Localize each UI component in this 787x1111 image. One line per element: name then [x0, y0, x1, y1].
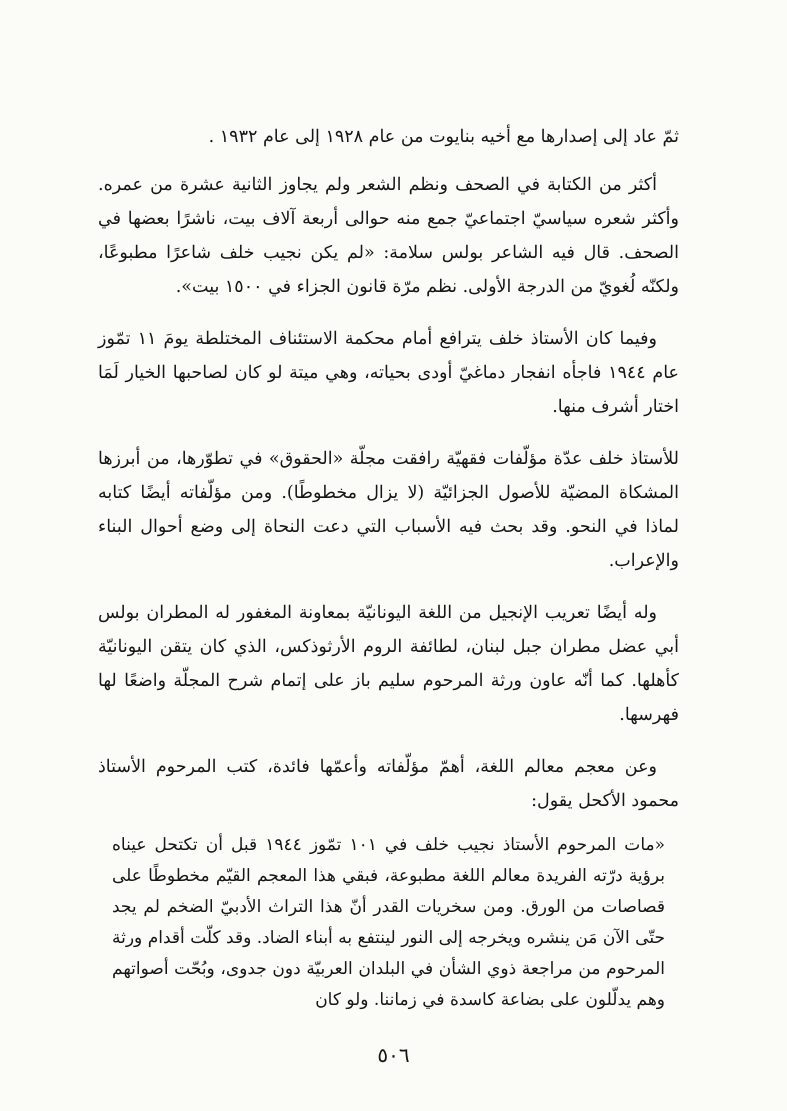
- page-number: ٥٠٦: [377, 1043, 410, 1067]
- paragraph-6: وعن معجم معالم اللغة، أهمّ مؤلّفاته وأعمّها فائدة، كتب المرحوم الأستاذ محمود الأكحل يقول:: [98, 757, 679, 811]
- paragraph-4: للأستاذ خلف عدّة مؤلّفات فقهيّة رافقت مجلّة «الحقوق» في تطوّرها، من أبرزها المشكاة المضيّة للأصول الجزائيّة (لا يزال مخطوطًا). ومن مؤلّفاته أيضًا كتابه لماذا في النحو. وقد بحث فيه الأسباب التي دعت النحاة إلى وضع أحوال البناء والإعراب.: [98, 449, 679, 571]
- block-quote: «مات المرحوم الأستاذ نجيب خلف في ١٠١ تمّوز ١٩٤٤ قبل أن تكتحل عيناه برؤية درّته الفريدة معالم اللغة مطبوعة، فبقي هذا المعجم القيّم مخطوطًا على قصاصات من الورق. ومن سخريات القدر أنّ هذا التراث الأدبيّ الضخم لم يجد حتّى الآن مَن ينشره ويخرجه إلى النور لينتفع به أبناء الضاد. وقد كلّت أقدام ورثة المرحوم من مراجعة ذوي الشأن في البلدان العربيّة دون جدوى، وبُحّت أصواتهم وهم يدلّلون على بضاعة كاسدة في زماننا. ولو كان: [112, 835, 666, 1010]
- paragraph-2: أكثر من الكتابة في الصحف ونظم الشعر ولم يجاوز الثانية عشرة من عمره. وأكثر شعره سياسيّ اجتماعيّ جمع منه حوالى أربعة آلاف بيت، ناشرًا بعضها في الصحف. قال فيه الشاعر بولس سلامة: «لم يكن نجيب خلف شاعرًا مطبوعًا، ولكنّه لُغويّ من الدرجة الأولى. نظم مرّة قانون الجزاء في ١٥٠٠ بيت».: [98, 175, 679, 297]
- paragraph-3: وفيما كان الأستاذ خلف يترافع أمام محكمة الاستئناف المختلطة يومَ ١١ تمّوز عام ١٩٤٤ فاجأه انفجار دماغيّ أودى بحياته، وهي ميتة لو كان لصاحبها الخيار لَمَا اختار أشرف منها.: [98, 329, 679, 417]
- paragraph-1: ثمّ عاد إلى إصدارها مع أخيه بنايوت من عام ١٩٢٨ إلى عام ١٩٣٢ .: [208, 127, 679, 147]
- paragraph-5: وله أيضًا تعريب الإنجيل من اللغة اليونانيّة بمعاونة المغفور له المطران بولس أبي عضل مطران جبل لبنان، لطائفة الروم الأرثوذكس، الذي كان يتقن اليونانيّة كأهلها. كما أنّه عاون ورثة المرحوم سليم باز على إتمام شرح المجلّة واضعًا لها فهرسها.: [98, 603, 679, 725]
